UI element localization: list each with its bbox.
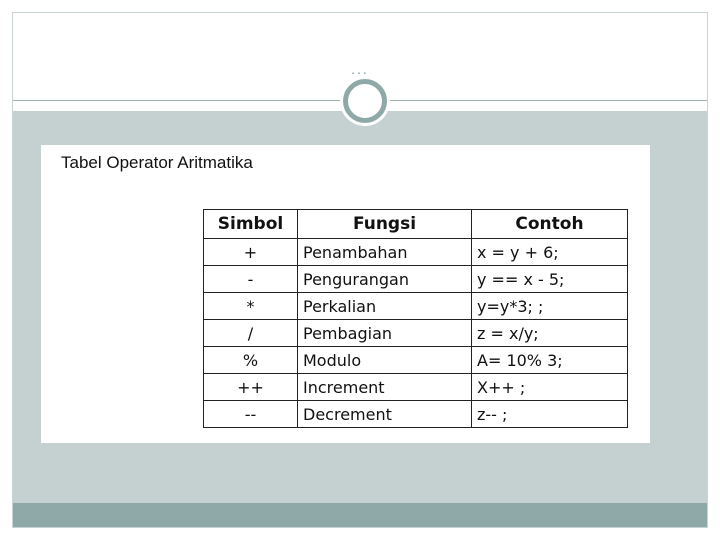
cell-fungsi: Pembagian [298,320,472,347]
table-row [204,347,628,374]
table-row [204,374,628,401]
cell-simbol: + [204,239,298,266]
cell-fungsi: Perkalian [298,293,472,320]
table-row [204,239,628,266]
cell-simbol: / [204,320,298,347]
table-row [204,320,628,347]
cell-contoh: X++ ; [472,374,628,401]
header-fungsi: Fungsi [298,210,472,239]
table-header-row [204,210,628,239]
table-row [204,266,628,293]
cell-contoh: x = y + 6; [472,239,628,266]
cell-fungsi: Penambahan [298,239,472,266]
table-title: Tabel Operator Aritmatika [61,153,253,172]
circle-ornament-icon [343,79,387,123]
cell-simbol: % [204,347,298,374]
content-panel [41,145,650,443]
cell-fungsi: Increment [298,374,472,401]
cell-simbol: - [204,266,298,293]
cell-contoh: z = x/y; [472,320,628,347]
cell-contoh: y == x - 5; [472,266,628,293]
table-row [204,401,628,428]
cell-simbol: * [204,293,298,320]
table-row [204,293,628,320]
cell-fungsi: Decrement [298,401,472,428]
cell-fungsi: Pengurangan [298,266,472,293]
cell-contoh: z-- ; [472,401,628,428]
cell-contoh: A= 10% 3; [472,347,628,374]
header-simbol: Simbol [204,210,298,239]
cell-fungsi: Modulo [298,347,472,374]
header-contoh: Contoh [472,210,628,239]
cell-simbol: -- [204,401,298,428]
slide [12,12,708,528]
cell-contoh: y=y*3; ; [472,293,628,320]
operator-table [203,209,628,428]
footer-band [13,503,707,527]
ellipsis-decoration: ... [351,61,369,77]
cell-simbol: ++ [204,374,298,401]
